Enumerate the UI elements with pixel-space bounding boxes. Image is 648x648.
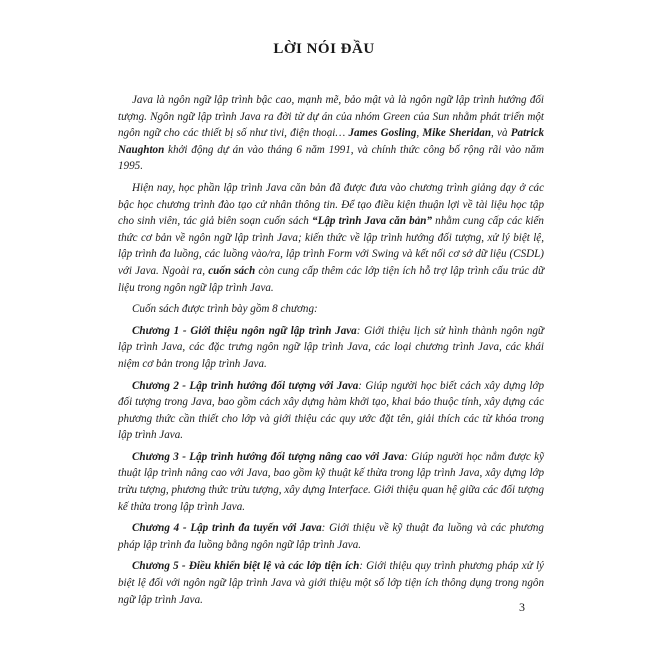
text-run: , và bbox=[491, 127, 511, 140]
text-run: Java là ngôn ngữ lập trình bậc cao, mạnh mẽ, bảo mật và là ngôn ngữ lập trình hướng đối tượng. Ngôn ngữ lập trình Java ra đời từ dự án của nhóm Green của Sun nhằm phát triển một ngôn ngữ cho các thiết bị số như tivi, điện thoại… bbox=[118, 94, 544, 140]
chapter-description: : Giúp người học nắm được kỹ thuật lập trình nâng cao với Java, bao gồm kỹ thuật kế thừa trong lập trình Java, xây dựng lớp trừu tượng, phương thức trừu tượng, xây dựng Interface. Giới thiệu quan hệ giữa các đối tượng kế thừa trong lập trình Java. bbox=[118, 450, 544, 513]
text-run: nhằm cung cấp các kiến thức cơ bản về ngôn ngữ lập trình Java; kiến thức về lập trình hướng đối tượng, xử lý biệt lệ, lập trình đa luồng, các luồng vào/ra, lập trình Form với Swing và kết nối cơ sở dữ liệu (CSDL) với Java. Ngoài ra, bbox=[118, 215, 544, 277]
chapter-3 bbox=[118, 449, 544, 515]
chapter-heading: Chương 5 - Điều khiển biệt lệ và các lớp tiện ích bbox=[132, 560, 360, 573]
book-title: “Lập trình Java căn bản” bbox=[312, 215, 432, 228]
paragraph-intro bbox=[118, 92, 544, 175]
chapter-description: : Giúp người học biết cách xây dựng lớp đối tượng trong Java, bao gồm cách xây dựng hàm khởi tạo, khai báo thuộc tính, xây dựng các phương thức cần thiết cho lớp và giới thiệu các quy ước đặt tên, giải thích các từ khóa trong lập trình Java. bbox=[118, 379, 544, 442]
author-name: Patrick Naughton bbox=[118, 127, 545, 156]
chapter-heading: Chương 1 - Giới thiệu ngôn ngữ lập trình Java bbox=[132, 324, 357, 337]
document-body bbox=[118, 92, 544, 608]
text-run: khởi động dự án vào tháng 6 năm 1991, và chính thức công bố rộng rãi vào năm 1995. bbox=[118, 143, 544, 173]
chapter-description: : Giới thiệu lịch sử hình thành ngôn ngữ lập trình Java, các đặc trưng ngôn ngữ lập trình Java, các loại chương trình Java, các khái niệm cơ bản trong lập trình Java. bbox=[118, 324, 544, 370]
chapter-heading: Chương 4 - Lập trình đa tuyến với Java bbox=[132, 522, 322, 535]
text-run: Hiện nay, học phần lập trình Java căn bản đã được đưa vào chương trình giảng dạy ở các bậc học chương trình đào tạo cử nhân thông tin. Để tạo điều kiện thuận lợi về tài liệu học tập cho sinh viên, tác giả biên soạn cuốn sách bbox=[118, 181, 544, 228]
bold-text: cuốn sách bbox=[208, 264, 256, 277]
chapter-description: : Giới thiệu về kỹ thuật đa luồng và các phương pháp lập trình đa luồng bằng ngôn ngữ lập trình Java. bbox=[118, 522, 544, 551]
author-name: Mike Sheridan bbox=[422, 127, 492, 140]
page-title: LỜI NÓI ĐẦU bbox=[273, 41, 375, 57]
chapter-heading: Chương 3 - Lập trình hướng đối tượng nâng cao với Java bbox=[132, 450, 405, 463]
chapter-2 bbox=[118, 378, 544, 444]
chapter-5 bbox=[118, 558, 544, 608]
author-name: James Gosling bbox=[348, 127, 417, 140]
text-run: , bbox=[416, 127, 423, 140]
paragraph-structure: Cuốn sách được trình bày gồm 8 chương: bbox=[132, 303, 318, 316]
chapter-description: : Giới thiệu quy trình phương pháp xử lý biệt lệ đối với ngôn ngữ lập trình Java và giới thiệu một số lớp tiện ích thông dụng trong ngôn ngữ lập trình Java. bbox=[118, 560, 544, 606]
text-run: còn cung cấp thêm các lớp tiện ích hỗ trợ lập trình cấu trúc dữ liệu trong ngôn ngữ lập trình Java. bbox=[118, 264, 544, 294]
chapter-heading: Chương 2 - Lập trình hướng đối tượng với Java bbox=[132, 379, 359, 392]
chapter-4 bbox=[118, 520, 544, 553]
chapter-1 bbox=[118, 323, 544, 373]
page-number: 3 bbox=[519, 600, 525, 614]
paragraph-purpose bbox=[118, 180, 544, 296]
